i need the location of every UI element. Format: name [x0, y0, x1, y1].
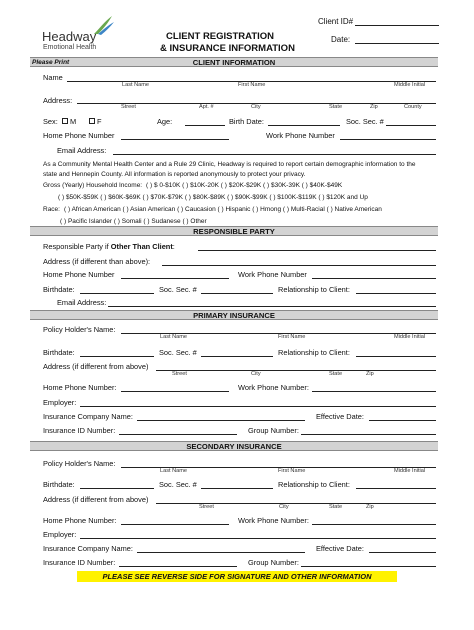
primary-street-caption: Street [172, 371, 187, 377]
secondary-birthdate-label: Birthdate: [43, 480, 75, 489]
primary-relationship-field[interactable] [356, 356, 436, 357]
date-field[interactable] [355, 43, 439, 44]
please-print-note: Please Print [32, 59, 70, 66]
responsible-party-label: Responsible Party if Other Than Client: [43, 242, 175, 251]
responsible-work-phone-label: Work Phone Number [238, 270, 307, 279]
responsible-work-phone-field[interactable] [312, 278, 436, 279]
primary-city-caption: City [251, 371, 261, 377]
state-caption: State [329, 104, 343, 110]
responsible-address-field[interactable] [162, 265, 436, 266]
responsible-birthdate-label: Birthdate: [43, 285, 75, 294]
responsible-birthdate-field[interactable] [80, 293, 154, 294]
responsible-home-phone-field[interactable] [121, 278, 229, 279]
secondary-city-caption: City [279, 504, 289, 510]
race-options-row1[interactable]: ( ) African American ( ) Asian American ( ) Caucasion ( ) Hispanic ( ) Hmong ( ) Multi-Racial ( ) Native American [64, 206, 382, 213]
secondary-soc-sec-label: Soc. Sec. # [159, 480, 197, 489]
primary-middle-initial-caption: Middle Initial [394, 334, 426, 340]
sex-female-label: F [97, 117, 102, 126]
name-label: Name [43, 73, 63, 82]
demographics-notice-line2: state and Hennepin County. All information is reported anonymously to protect your privacy. [43, 171, 306, 178]
secondary-work-phone-label: Work Phone Number: [238, 516, 309, 525]
county-caption: County [404, 104, 422, 110]
work-phone-field[interactable] [340, 139, 436, 140]
reverse-side-notice: PLEASE SEE REVERSE SIDE FOR SIGNATURE AND OTHER INFORMATION [77, 571, 397, 582]
secondary-home-phone-field[interactable] [121, 524, 229, 525]
secondary-soc-sec-field[interactable] [201, 488, 273, 489]
secondary-group-label: Group Number: [248, 558, 299, 567]
secondary-id-label: Insurance ID Number: [43, 558, 116, 567]
primary-zip-caption: Zip [366, 371, 374, 377]
form-title-line2: & INSURANCE INFORMATION [160, 43, 295, 54]
primary-holder-label: Policy Holder's Name: [43, 325, 116, 334]
primary-group-label: Group Number: [248, 426, 299, 435]
primary-id-label: Insurance ID Number: [43, 426, 116, 435]
soc-sec-label: Soc. Sec. # [346, 117, 384, 126]
logo-tagline: Emotional Health [43, 44, 97, 51]
responsible-home-phone-label: Home Phone Number [43, 270, 115, 279]
first-name-caption: First Name [238, 82, 266, 88]
client-id-label: Client ID# [318, 17, 354, 26]
secondary-zip-caption: Zip [366, 504, 374, 510]
primary-home-phone-label: Home Phone Number: [43, 383, 117, 392]
secondary-effective-field[interactable] [369, 552, 436, 553]
secondary-first-name-caption: First Name [278, 468, 306, 474]
secondary-company-field[interactable] [137, 552, 305, 553]
primary-work-phone-field[interactable] [312, 391, 436, 392]
email-label: Email Address: [57, 146, 107, 155]
responsible-party-field[interactable] [198, 250, 436, 251]
soc-sec-field[interactable] [386, 125, 436, 126]
secondary-id-field[interactable] [119, 566, 237, 567]
income-options-row1[interactable]: ( ) $ 0-$10K ( ) $10K-20K ( ) $20K-$29K ( ) $30K-39K ( ) $40K-$49K [146, 182, 343, 189]
secondary-address-field[interactable] [156, 503, 436, 504]
responsible-email-field[interactable] [108, 306, 436, 307]
secondary-last-name-caption: Last Name [160, 468, 188, 474]
secondary-company-label: Insurance Company Name: [43, 544, 133, 553]
responsible-address-label: Address (if different than above): [43, 257, 151, 266]
responsible-soc-sec-field[interactable] [201, 293, 273, 294]
primary-company-label: Insurance Company Name: [43, 412, 133, 421]
city-caption: City [251, 104, 261, 110]
demographics-notice-line1: As a Community Mental Health Center and a Rule 29 Clinic, Headway is required to report certain demographic information to the [43, 161, 416, 168]
secondary-middle-initial-caption: Middle Initial [394, 468, 426, 474]
home-phone-label: Home Phone Number [43, 131, 115, 140]
sex-male-label: M [70, 117, 77, 126]
secondary-holder-label: Policy Holder's Name: [43, 459, 116, 468]
secondary-home-phone-label: Home Phone Number: [43, 516, 117, 525]
primary-birthdate-label: Birthdate: [43, 348, 75, 357]
responsible-email-label: Email Address: [57, 298, 107, 307]
age-field[interactable] [185, 125, 225, 126]
primary-id-field[interactable] [119, 434, 237, 435]
middle-initial-caption: Middle Initial [394, 82, 426, 88]
responsible-soc-sec-label: Soc. Sec. # [159, 285, 197, 294]
primary-state-caption: State [329, 371, 343, 377]
primary-work-phone-label: Work Phone Number: [238, 383, 309, 392]
primary-last-name-caption: Last Name [160, 334, 188, 340]
client-id-field[interactable] [355, 25, 439, 26]
secondary-effective-label: Effective Date: [316, 544, 364, 553]
secondary-group-field[interactable] [301, 566, 436, 567]
street-caption: Street [121, 104, 136, 110]
responsible-relationship-label: Relationship to Client: [278, 285, 350, 294]
race-options-row2[interactable]: ( ) Pacific Islander ( ) Somali ( ) Sudanese ( ) Other [60, 218, 207, 225]
primary-address-field[interactable] [156, 370, 436, 371]
primary-employer-label: Employer: [43, 398, 77, 407]
age-label: Age: [157, 117, 173, 126]
logo-name: Headway [42, 29, 97, 44]
birth-date-field[interactable] [268, 125, 340, 126]
primary-address-label: Address (if different from above) [43, 362, 149, 371]
responsible-relationship-field[interactable] [356, 293, 436, 294]
primary-company-field[interactable] [137, 420, 305, 421]
primary-birthdate-field[interactable] [80, 356, 154, 357]
sex-female-checkbox[interactable] [89, 118, 95, 124]
primary-employer-field[interactable] [80, 406, 436, 407]
work-phone-label: Work Phone Number [266, 131, 335, 140]
home-phone-field[interactable] [121, 139, 229, 140]
secondary-state-caption: State [329, 504, 343, 510]
secondary-birthdate-field[interactable] [80, 488, 154, 489]
race-label: Race: [43, 206, 60, 213]
email-field[interactable] [113, 154, 436, 155]
form-title-line1: CLIENT REGISTRATION [166, 31, 275, 42]
secondary-work-phone-field[interactable] [312, 524, 436, 525]
primary-home-phone-field[interactable] [121, 391, 229, 392]
last-name-caption: Last Name [122, 82, 150, 88]
primary-group-field[interactable] [301, 434, 436, 435]
secondary-street-caption: Street [199, 504, 214, 510]
primary-insurance-header: PRIMARY INSURANCE [30, 310, 438, 320]
zip-caption: Zip [370, 104, 378, 110]
address-label: Address: [43, 96, 73, 105]
primary-relationship-label: Relationship to Client: [278, 348, 350, 357]
secondary-insurance-header: SECONDARY INSURANCE [30, 441, 438, 451]
sex-label: Sex: [43, 117, 58, 126]
income-options-row2[interactable]: ( ) $50K-$59K ( ) $60K-$69K ( ) $70K-$79K ( ) $80K-$89K ( ) $90K-$99K ( ) $100K-$119K ( ) $120K and Up [58, 194, 368, 201]
primary-effective-field[interactable] [369, 420, 436, 421]
secondary-address-label: Address (if different from above) [43, 495, 149, 504]
apt-caption: Apt. # [199, 104, 214, 110]
birth-date-label: Birth Date: [229, 117, 264, 126]
primary-soc-sec-field[interactable] [201, 356, 273, 357]
primary-soc-sec-label: Soc. Sec. # [159, 348, 197, 357]
secondary-relationship-label: Relationship to Client: [278, 480, 350, 489]
primary-first-name-caption: First Name [278, 334, 306, 340]
primary-effective-label: Effective Date: [316, 412, 364, 421]
secondary-employer-field[interactable] [80, 538, 436, 539]
sex-male-checkbox[interactable] [62, 118, 68, 124]
client-information-header: CLIENT INFORMATION [30, 57, 438, 67]
date-label: Date: [331, 35, 351, 44]
income-label: Gross (Yearly) Household Income: [43, 182, 143, 189]
secondary-employer-label: Employer: [43, 530, 77, 539]
responsible-party-header: RESPONSIBLE PARTY [30, 226, 438, 236]
secondary-relationship-field[interactable] [356, 488, 436, 489]
